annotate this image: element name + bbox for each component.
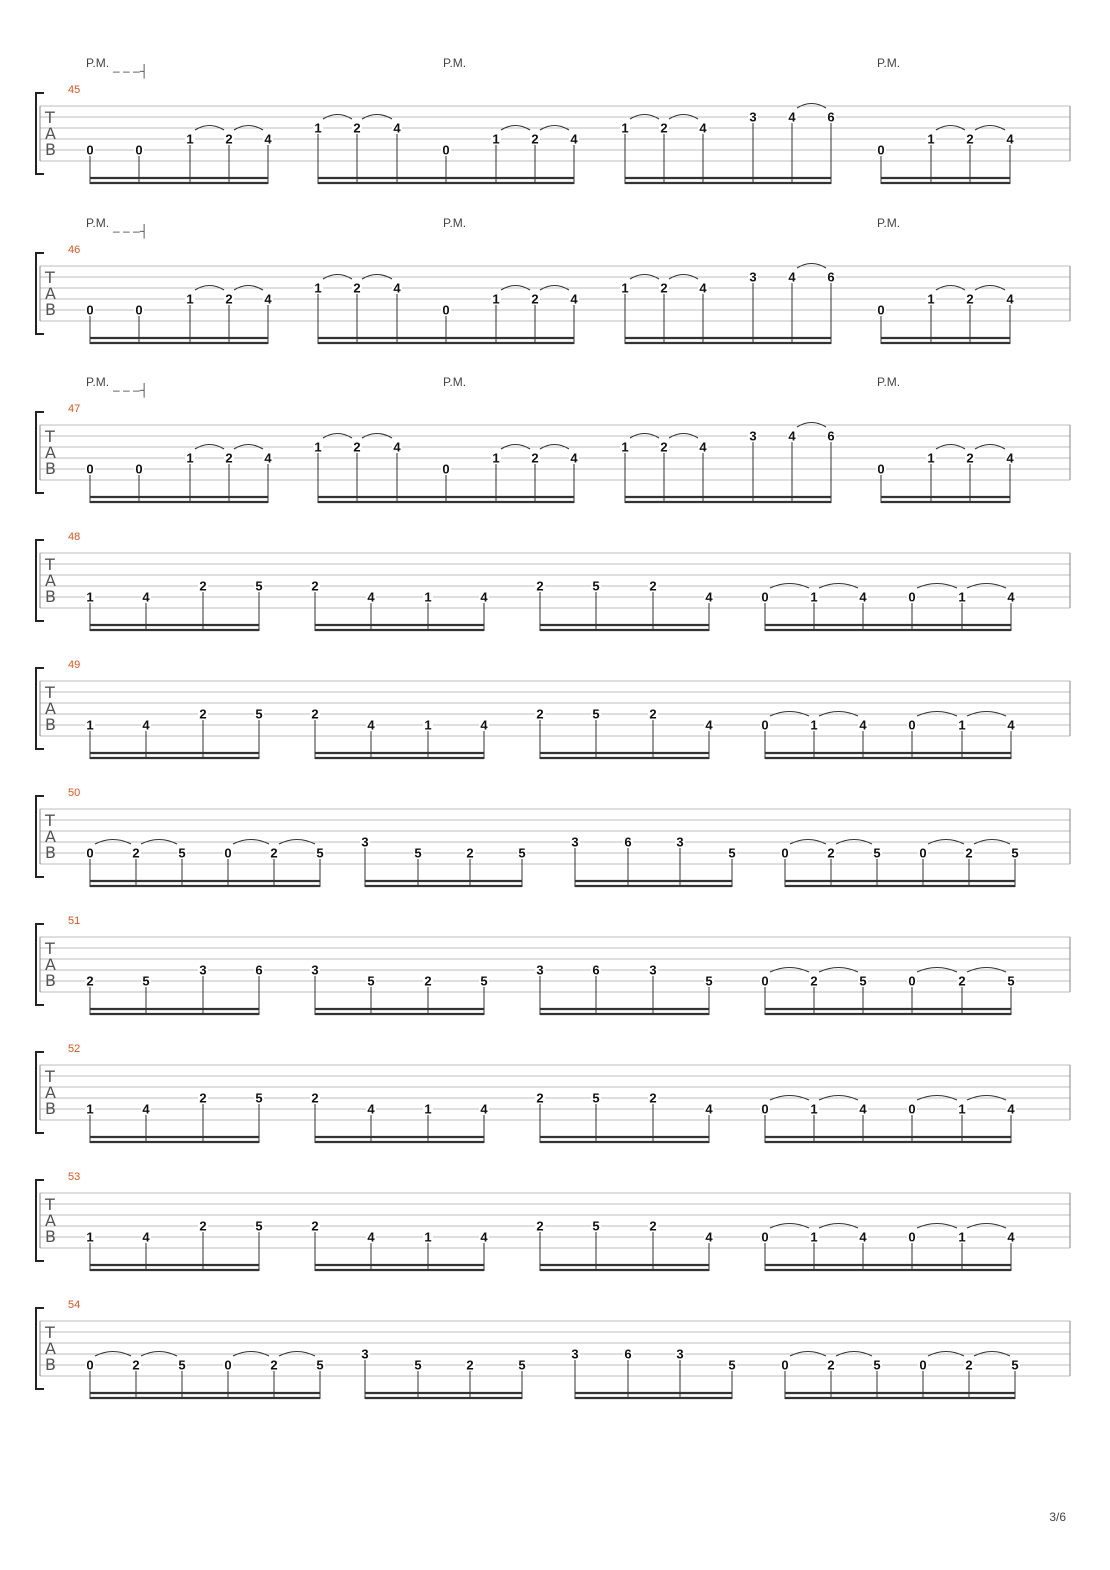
fret-number: 1	[186, 450, 194, 466]
fret-number: 4	[480, 717, 488, 733]
palm-mute-extension: – – –┤	[113, 224, 149, 238]
fret-number: 4	[264, 291, 272, 307]
measure-number: 48	[68, 531, 81, 543]
fret-number: 4	[367, 1101, 375, 1117]
fret-number: 4	[1007, 1229, 1015, 1245]
fret-number: 4	[1007, 717, 1015, 733]
fret-number: 2	[199, 578, 207, 594]
fret-number: 6	[592, 962, 600, 978]
fret-number: 0	[761, 717, 769, 733]
fret-number: 2	[311, 578, 319, 594]
tab-clef-letter: B	[45, 843, 56, 862]
fret-number: 4	[570, 291, 578, 307]
fret-number: 1	[86, 1101, 94, 1117]
fret-number: 1	[810, 1101, 818, 1117]
fret-number: 0	[86, 302, 94, 318]
fret-number: 4	[1006, 131, 1014, 147]
fret-number: 0	[442, 302, 450, 318]
fret-number: 2	[531, 291, 539, 307]
fret-number: 5	[592, 578, 600, 594]
fret-number: 4	[367, 589, 375, 605]
tab-clef-letter: B	[45, 715, 56, 734]
fret-number: 5	[1011, 1357, 1019, 1373]
fret-number: 3	[749, 109, 757, 125]
fret-number: 1	[621, 120, 629, 136]
fret-number: 5	[255, 706, 263, 722]
fret-number: 3	[536, 962, 544, 978]
fret-number: 3	[749, 428, 757, 444]
tab-clef-letter: B	[45, 971, 56, 990]
fret-number: 5	[367, 973, 375, 989]
fret-number: 1	[621, 439, 629, 455]
fret-number: 1	[314, 280, 322, 296]
fret-number: 4	[699, 120, 707, 136]
measure-number: 50	[68, 787, 81, 799]
fret-number: 5	[255, 1218, 263, 1234]
fret-number: 5	[592, 706, 600, 722]
fret-number: 1	[927, 450, 935, 466]
fret-number: 1	[927, 291, 935, 307]
tab-clef-letter: B	[45, 587, 56, 606]
tab-clef-letter: A	[45, 955, 56, 974]
fret-number: 4	[699, 280, 707, 296]
fret-number: 5	[592, 1218, 600, 1234]
palm-mute-label: P.M.	[443, 375, 467, 389]
fret-number: 4	[142, 1101, 150, 1117]
fret-number: 0	[86, 845, 94, 861]
fret-number: 1	[424, 717, 432, 733]
fret-number: 4	[570, 131, 578, 147]
fret-number: 6	[827, 109, 835, 125]
fret-number: 5	[178, 845, 186, 861]
page-number: 3/6	[1049, 1510, 1066, 1524]
fret-number: 4	[480, 1229, 488, 1245]
fret-number: 0	[908, 973, 916, 989]
fret-number: 2	[270, 1357, 278, 1373]
fret-number: 3	[571, 834, 579, 850]
fret-number: 1	[810, 717, 818, 733]
fret-number: 2	[966, 291, 974, 307]
measure-number: 53	[68, 1171, 81, 1183]
fret-number: 0	[761, 1229, 769, 1245]
fret-number: 3	[676, 834, 684, 850]
fret-number: 0	[224, 845, 232, 861]
fret-number: 5	[414, 1357, 422, 1373]
fret-number: 2	[966, 450, 974, 466]
fret-number: 2	[225, 131, 233, 147]
fret-number: 2	[531, 131, 539, 147]
tab-clef-letter: A	[45, 827, 56, 846]
fret-number: 1	[314, 439, 322, 455]
fret-number: 3	[649, 962, 657, 978]
palm-mute-label: P.M.	[86, 216, 110, 230]
fret-number: 4	[1006, 291, 1014, 307]
fret-number: 1	[492, 450, 500, 466]
fret-number: 4	[1007, 1101, 1015, 1117]
fret-number: 2	[424, 973, 432, 989]
fret-number: 2	[353, 120, 361, 136]
fret-number: 4	[788, 428, 796, 444]
fret-number: 0	[86, 461, 94, 477]
tab-clef-letter: T	[45, 108, 55, 127]
tab-clef-letter: T	[45, 1067, 55, 1086]
fret-number: 5	[728, 1357, 736, 1373]
fret-number: 5	[255, 1090, 263, 1106]
fret-number: 3	[676, 1346, 684, 1362]
fret-number: 1	[810, 589, 818, 605]
fret-number: 0	[86, 142, 94, 158]
fret-number: 5	[518, 1357, 526, 1373]
tab-clef-letter: A	[45, 1211, 56, 1230]
fret-number: 1	[86, 1229, 94, 1245]
fret-number: 1	[186, 291, 194, 307]
tab-clef-letter: B	[45, 1099, 56, 1118]
fret-number: 3	[199, 962, 207, 978]
fret-number: 4	[705, 717, 713, 733]
fret-number: 0	[135, 461, 143, 477]
fret-number: 1	[958, 589, 966, 605]
fret-number: 3	[361, 834, 369, 850]
fret-number: 4	[393, 280, 401, 296]
fret-number: 0	[908, 589, 916, 605]
fret-number: 2	[660, 439, 668, 455]
fret-number: 0	[442, 142, 450, 158]
fret-number: 0	[919, 1357, 927, 1373]
fret-number: 4	[859, 589, 867, 605]
fret-number: 4	[570, 450, 578, 466]
fret-number: 0	[761, 973, 769, 989]
fret-number: 4	[705, 1229, 713, 1245]
tab-clef-letter: A	[45, 284, 56, 303]
measure-number: 52	[68, 1043, 81, 1055]
fret-number: 0	[908, 1229, 916, 1245]
fret-number: 1	[810, 1229, 818, 1245]
fret-number: 4	[393, 120, 401, 136]
palm-mute-extension: – – –┤	[113, 64, 149, 78]
fret-number: 1	[621, 280, 629, 296]
fret-number: 0	[877, 302, 885, 318]
fret-number: 2	[86, 973, 94, 989]
fret-number: 4	[1007, 589, 1015, 605]
fret-number: 2	[965, 1357, 973, 1373]
fret-number: 0	[908, 717, 916, 733]
fret-number: 5	[873, 845, 881, 861]
fret-number: 0	[781, 1357, 789, 1373]
fret-number: 4	[264, 131, 272, 147]
tab-clef-letter: B	[45, 300, 56, 319]
fret-number: 1	[186, 131, 194, 147]
fret-number: 1	[958, 1101, 966, 1117]
fret-number: 4	[480, 1101, 488, 1117]
fret-number: 1	[424, 1101, 432, 1117]
fret-number: 4	[142, 717, 150, 733]
fret-number: 3	[571, 1346, 579, 1362]
fret-number: 5	[518, 845, 526, 861]
fret-number: 1	[424, 589, 432, 605]
fret-number: 4	[367, 1229, 375, 1245]
fret-number: 0	[224, 1357, 232, 1373]
fret-number: 4	[859, 1101, 867, 1117]
fret-number: 6	[827, 428, 835, 444]
fret-number: 2	[225, 291, 233, 307]
fret-number: 1	[86, 589, 94, 605]
fret-number: 2	[311, 1218, 319, 1234]
tab-clef-letter: T	[45, 427, 55, 446]
fret-number: 2	[466, 845, 474, 861]
fret-number: 0	[919, 845, 927, 861]
palm-mute-label: P.M.	[877, 216, 901, 230]
tab-clef-letter: T	[45, 1195, 55, 1214]
fret-number: 2	[132, 845, 140, 861]
fret-number: 2	[810, 973, 818, 989]
fret-number: 5	[316, 845, 324, 861]
fret-number: 3	[749, 269, 757, 285]
fret-number: 3	[311, 962, 319, 978]
fret-number: 0	[781, 845, 789, 861]
fret-number: 0	[442, 461, 450, 477]
fret-number: 2	[965, 845, 973, 861]
fret-number: 2	[660, 280, 668, 296]
fret-number: 2	[531, 450, 539, 466]
fret-number: 0	[761, 589, 769, 605]
fret-number: 4	[142, 589, 150, 605]
fret-number: 5	[592, 1090, 600, 1106]
tab-clef-letter: B	[45, 1227, 56, 1246]
fret-number: 2	[536, 578, 544, 594]
fret-number: 5	[1011, 845, 1019, 861]
fret-number: 5	[705, 973, 713, 989]
fret-number: 1	[492, 291, 500, 307]
tab-clef-letter: T	[45, 555, 55, 574]
measure-number: 51	[68, 915, 81, 927]
fret-number: 4	[705, 589, 713, 605]
fret-number: 5	[142, 973, 150, 989]
fret-number: 4	[859, 717, 867, 733]
fret-number: 2	[958, 973, 966, 989]
fret-number: 5	[480, 973, 488, 989]
fret-number: 2	[966, 131, 974, 147]
tab-clef-letter: T	[45, 1323, 55, 1342]
tab-clef-letter: A	[45, 699, 56, 718]
fret-number: 5	[178, 1357, 186, 1373]
fret-number: 4	[1006, 450, 1014, 466]
palm-mute-label: P.M.	[877, 375, 901, 389]
fret-number: 4	[393, 439, 401, 455]
fret-number: 6	[827, 269, 835, 285]
fret-number: 6	[624, 1346, 632, 1362]
tab-clef-letter: B	[45, 140, 56, 159]
fret-number: 2	[466, 1357, 474, 1373]
fret-number: 4	[480, 589, 488, 605]
fret-number: 5	[873, 1357, 881, 1373]
tab-clef-letter: A	[45, 124, 56, 143]
fret-number: 2	[353, 439, 361, 455]
fret-number: 4	[788, 269, 796, 285]
tab-clef-letter: T	[45, 811, 55, 830]
tab-clef-letter: T	[45, 268, 55, 287]
fret-number: 2	[649, 706, 657, 722]
fret-number: 5	[1007, 973, 1015, 989]
fret-number: 4	[142, 1229, 150, 1245]
fret-number: 0	[135, 142, 143, 158]
fret-number: 2	[311, 706, 319, 722]
fret-number: 2	[199, 1090, 207, 1106]
fret-number: 5	[255, 578, 263, 594]
fret-number: 4	[705, 1101, 713, 1117]
tab-clef-letter: A	[45, 571, 56, 590]
fret-number: 2	[199, 706, 207, 722]
fret-number: 5	[728, 845, 736, 861]
tab-clef-letter: T	[45, 683, 55, 702]
fret-number: 2	[536, 1218, 544, 1234]
fret-number: 4	[859, 1229, 867, 1245]
fret-number: 6	[255, 962, 263, 978]
fret-number: 1	[492, 131, 500, 147]
measure-number: 54	[68, 1299, 81, 1311]
fret-number: 1	[958, 1229, 966, 1245]
fret-number: 2	[132, 1357, 140, 1373]
fret-number: 0	[86, 1357, 94, 1373]
fret-number: 1	[424, 1229, 432, 1245]
fret-number: 1	[927, 131, 935, 147]
fret-number: 0	[908, 1101, 916, 1117]
fret-number: 2	[827, 845, 835, 861]
fret-number: 5	[859, 973, 867, 989]
tab-clef-letter: A	[45, 443, 56, 462]
fret-number: 5	[414, 845, 422, 861]
fret-number: 6	[624, 834, 632, 850]
fret-number: 2	[536, 706, 544, 722]
fret-number: 0	[877, 142, 885, 158]
fret-number: 2	[353, 280, 361, 296]
tab-clef-letter: T	[45, 939, 55, 958]
fret-number: 0	[761, 1101, 769, 1117]
fret-number: 4	[367, 717, 375, 733]
palm-mute-label: P.M.	[86, 56, 110, 70]
fret-number: 1	[958, 717, 966, 733]
measure-number: 47	[68, 403, 81, 415]
fret-number: 1	[86, 717, 94, 733]
palm-mute-extension: – – –┤	[113, 383, 149, 397]
fret-number: 3	[361, 1346, 369, 1362]
fret-number: 2	[649, 1090, 657, 1106]
fret-number: 1	[314, 120, 322, 136]
measure-number: 45	[68, 84, 81, 96]
fret-number: 2	[199, 1218, 207, 1234]
palm-mute-label: P.M.	[443, 216, 467, 230]
fret-number: 5	[316, 1357, 324, 1373]
measure-number: 49	[68, 659, 81, 671]
fret-number: 2	[660, 120, 668, 136]
fret-number: 0	[877, 461, 885, 477]
fret-number: 4	[264, 450, 272, 466]
tab-clef-letter: A	[45, 1083, 56, 1102]
tab-clef-letter: B	[45, 1355, 56, 1374]
measure-number: 46	[68, 244, 81, 256]
palm-mute-label: P.M.	[443, 56, 467, 70]
tab-clef-letter: A	[45, 1339, 56, 1358]
fret-number: 2	[225, 450, 233, 466]
fret-number: 2	[311, 1090, 319, 1106]
fret-number: 4	[788, 109, 796, 125]
palm-mute-label: P.M.	[877, 56, 901, 70]
fret-number: 2	[536, 1090, 544, 1106]
palm-mute-label: P.M.	[86, 375, 110, 389]
tab-clef-letter: B	[45, 459, 56, 478]
fret-number: 2	[270, 845, 278, 861]
fret-number: 2	[649, 1218, 657, 1234]
fret-number: 2	[827, 1357, 835, 1373]
fret-number: 4	[699, 439, 707, 455]
fret-number: 0	[135, 302, 143, 318]
fret-number: 2	[649, 578, 657, 594]
